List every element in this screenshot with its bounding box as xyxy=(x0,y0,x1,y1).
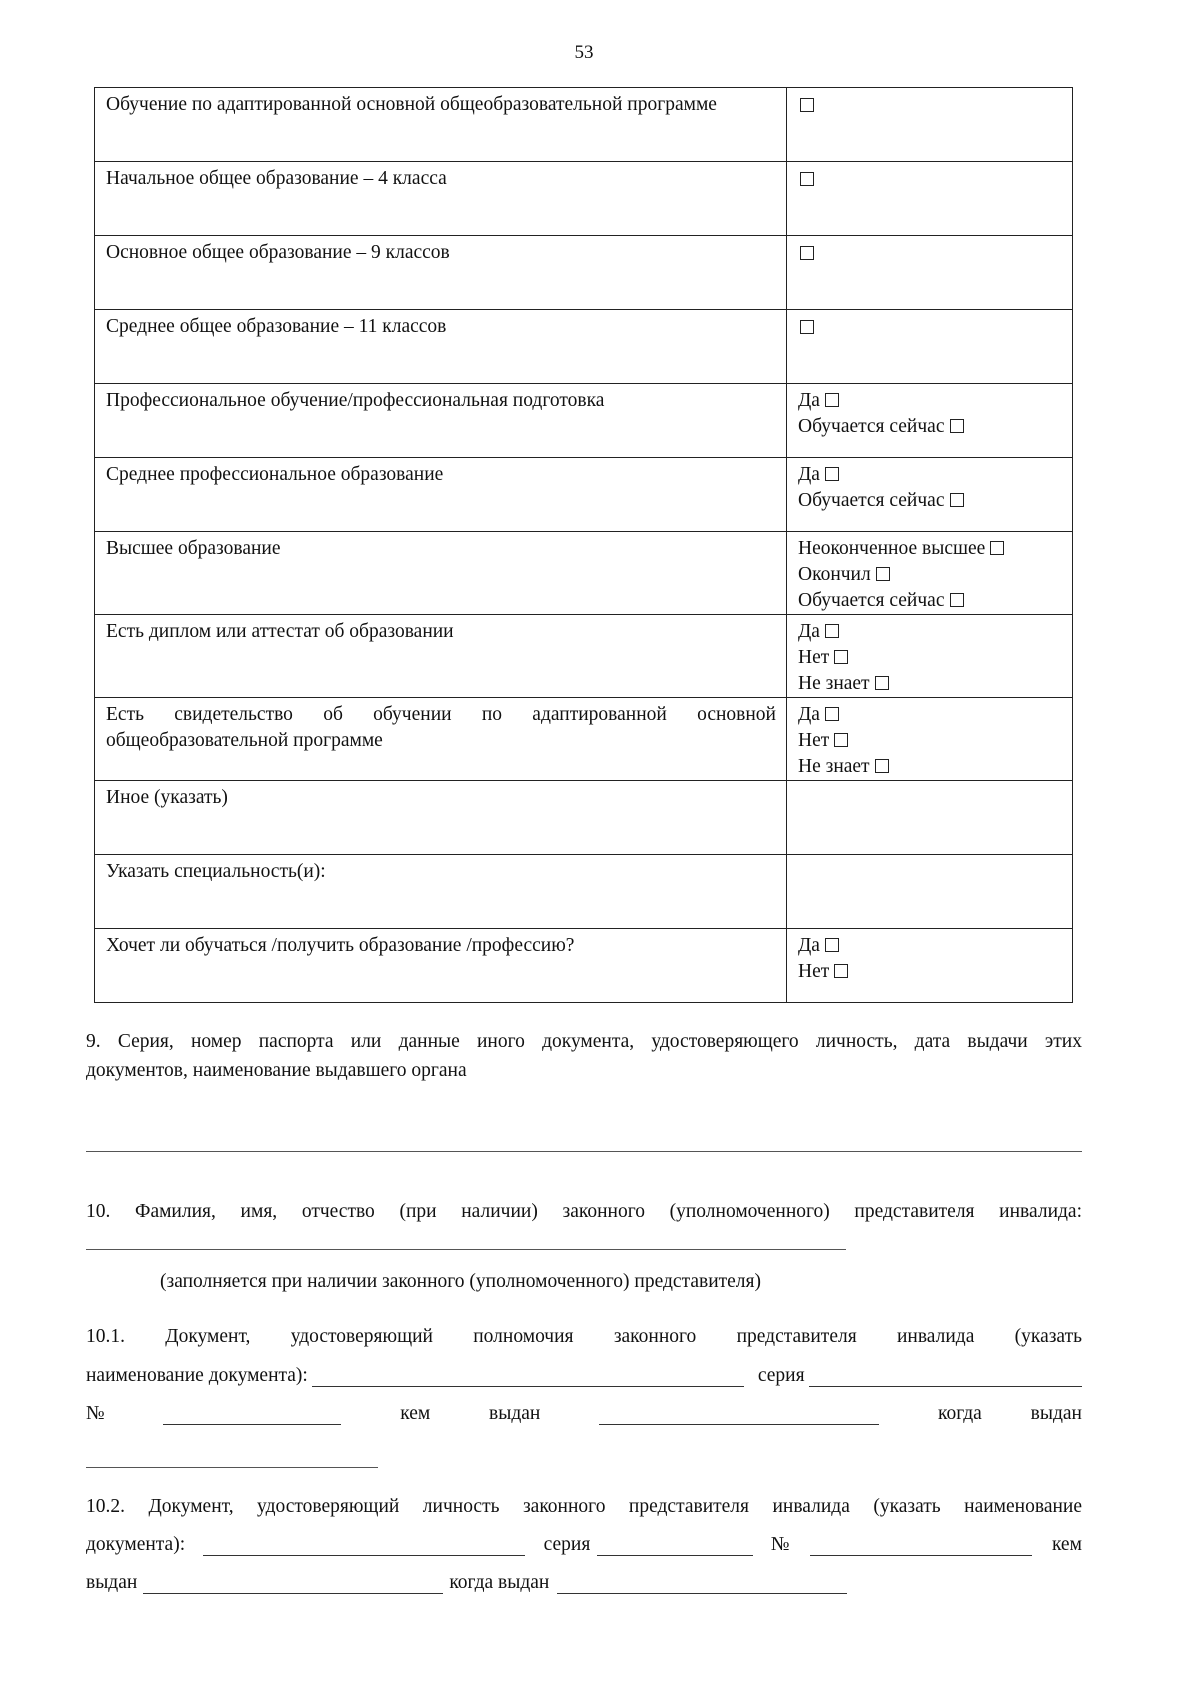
label-doc-name: наименование документа): xyxy=(86,1365,308,1386)
issuer-field[interactable] xyxy=(599,1404,879,1425)
checkbox[interactable] xyxy=(875,676,889,690)
label-number-2: № xyxy=(770,1534,790,1555)
table-row xyxy=(95,698,1073,781)
checkbox[interactable] xyxy=(834,733,848,747)
checkbox[interactable] xyxy=(800,320,814,334)
checkbox[interactable] xyxy=(834,964,848,978)
table-row xyxy=(95,458,1073,532)
row-label: Основное общее образование – 9 классов xyxy=(95,236,787,310)
label-series-2: серия xyxy=(543,1534,591,1555)
table-row xyxy=(95,929,1073,1003)
doc-name-field[interactable] xyxy=(312,1366,744,1387)
option-item[interactable] xyxy=(798,619,1062,645)
option-label: Да xyxy=(798,390,820,411)
section-9-line-2: документов, наименование выдавшего органа xyxy=(86,1060,467,1081)
checkbox[interactable] xyxy=(800,98,814,112)
option-label: Окончил xyxy=(798,564,871,585)
table-row xyxy=(95,384,1073,458)
checkbox[interactable] xyxy=(950,493,964,507)
checkbox[interactable] xyxy=(825,707,839,721)
checkbox[interactable] xyxy=(875,759,889,773)
label-document: документа): xyxy=(86,1534,186,1555)
option-item[interactable] xyxy=(798,536,1062,562)
number-field-2[interactable] xyxy=(810,1535,1032,1556)
row-answer xyxy=(787,310,1073,384)
section-10-1-line-1: 10.1. Документ, удостоверяющий полномочия законного представителя инвалида (указать xyxy=(86,1326,1082,1347)
option-item[interactable] xyxy=(798,414,1062,440)
option-label: Да xyxy=(798,621,820,642)
option-item[interactable] xyxy=(798,588,1062,614)
row-answer xyxy=(787,929,1073,1003)
section-9-line-1: 9. Серия, номер паспорта или данные иного документа, удостоверяющего личность, дата выдачи этих xyxy=(86,1031,1082,1052)
option-label: Неоконченное высшее xyxy=(798,538,986,559)
row-answer xyxy=(787,384,1073,458)
row-answer xyxy=(787,236,1073,310)
option-label: Да xyxy=(798,704,820,725)
option-label: Обучается сейчас xyxy=(798,490,945,511)
option-label: Не знает xyxy=(798,756,870,777)
label-series: серия xyxy=(757,1365,805,1386)
checkbox[interactable] xyxy=(825,393,839,407)
row-label: Высшее образование xyxy=(95,532,787,615)
section-10-1-line-3 xyxy=(86,1397,1082,1425)
series-field[interactable] xyxy=(809,1366,1082,1387)
label-by-whom: кем xyxy=(400,1403,431,1424)
option-item[interactable] xyxy=(798,462,1062,488)
label-issued: выдан xyxy=(489,1403,541,1424)
checkbox[interactable] xyxy=(834,650,848,664)
option-item[interactable] xyxy=(798,388,1062,414)
table-row xyxy=(95,88,1073,162)
checkbox[interactable] xyxy=(990,541,1004,555)
checkbox[interactable] xyxy=(950,593,964,607)
row-label: Есть диплом или аттестат об образовании xyxy=(95,615,787,698)
row-label: Начальное общее образование – 4 класса xyxy=(95,162,787,236)
label-issued-2: выдан xyxy=(1030,1403,1082,1424)
option-label: Да xyxy=(798,464,820,485)
row-answer xyxy=(787,615,1073,698)
checkbox[interactable] xyxy=(800,172,814,186)
row-answer xyxy=(787,162,1073,236)
row-answer xyxy=(787,88,1073,162)
checkbox[interactable] xyxy=(800,246,814,260)
number-field[interactable] xyxy=(163,1404,341,1425)
row-label: Среднее профессиональное образование xyxy=(95,458,787,532)
row-label: Указать специальность(и): xyxy=(95,855,787,929)
section-10-2-line-3 xyxy=(86,1566,1082,1594)
row-label: Обучение по адаптированной основной общеобразовательной программе xyxy=(95,88,787,162)
section-10-2-line-1: 10.2. Документ, удостоверяющий личность законного представителя инвалида (указать наименование xyxy=(86,1496,1082,1517)
row-label: Среднее общее образование – 11 классов xyxy=(95,310,787,384)
option-label: Нет xyxy=(798,730,830,751)
label-when: когда xyxy=(937,1403,982,1424)
checkbox[interactable] xyxy=(825,467,839,481)
table-row xyxy=(95,855,1073,929)
section-9-answer-line[interactable] xyxy=(86,1151,1082,1152)
option-item[interactable] xyxy=(798,959,1062,985)
option-label: Обучается сейчас xyxy=(798,590,945,611)
row-label: Профессиональное обучение/профессиональная подготовка xyxy=(95,384,787,458)
checkbox[interactable] xyxy=(825,624,839,638)
row-answer xyxy=(787,781,1073,855)
section-10-1-line-2 xyxy=(86,1359,1082,1387)
table-row xyxy=(95,236,1073,310)
label-when-issued: когда выдан xyxy=(449,1572,550,1593)
checkbox[interactable] xyxy=(825,938,839,952)
education-table xyxy=(94,87,1073,1003)
section-10-note: (заполняется при наличии законного (уполномоченного) представителя) xyxy=(160,1271,762,1292)
issuer-field-2[interactable] xyxy=(143,1573,443,1594)
section-10-line-1: 10. Фамилия, имя, отчество (при наличии) законного (уполномоченного) представителя инвалида: xyxy=(86,1201,1082,1222)
series-field-2[interactable] xyxy=(597,1535,753,1556)
table-row xyxy=(95,532,1073,615)
row-answer xyxy=(787,855,1073,929)
checkbox[interactable] xyxy=(950,419,964,433)
option-item[interactable] xyxy=(798,933,1062,959)
label-number: № xyxy=(86,1403,105,1424)
option-label: Обучается сейчас xyxy=(798,416,945,437)
row-answer xyxy=(787,458,1073,532)
option-item[interactable] xyxy=(798,728,1062,754)
page-number: 53 xyxy=(574,42,594,63)
row-label: Есть свидетельство об обучении по адаптированной основной общеобразовательной программе xyxy=(95,698,787,781)
option-item[interactable] xyxy=(798,754,1062,780)
option-item[interactable] xyxy=(798,488,1062,514)
label-by-whom-2: кем xyxy=(1051,1534,1082,1555)
option-item[interactable] xyxy=(798,645,1062,671)
label-issued-3: выдан xyxy=(86,1572,138,1593)
row-label: Иное (указать) xyxy=(95,781,787,855)
row-answer xyxy=(787,698,1073,781)
table-row xyxy=(95,615,1073,698)
option-label: Не знает xyxy=(798,673,870,694)
section-10-2-line-2 xyxy=(86,1528,1082,1556)
table-row xyxy=(95,781,1073,855)
table-row xyxy=(95,162,1073,236)
option-item[interactable] xyxy=(798,671,1062,697)
row-answer xyxy=(787,532,1073,615)
issue-date-field[interactable] xyxy=(86,1467,378,1468)
section-10-answer-line[interactable] xyxy=(86,1249,846,1250)
option-item[interactable] xyxy=(798,562,1062,588)
table-row xyxy=(95,310,1073,384)
option-item[interactable] xyxy=(798,702,1062,728)
issue-date-field-2[interactable] xyxy=(557,1573,847,1594)
option-label: Нет xyxy=(798,961,830,982)
document-name-field[interactable] xyxy=(203,1535,525,1556)
option-label: Нет xyxy=(798,647,830,668)
option-label: Да xyxy=(798,935,820,956)
row-label: Хочет ли обучаться /получить образование /профессию? xyxy=(95,929,787,1003)
checkbox[interactable] xyxy=(876,567,890,581)
